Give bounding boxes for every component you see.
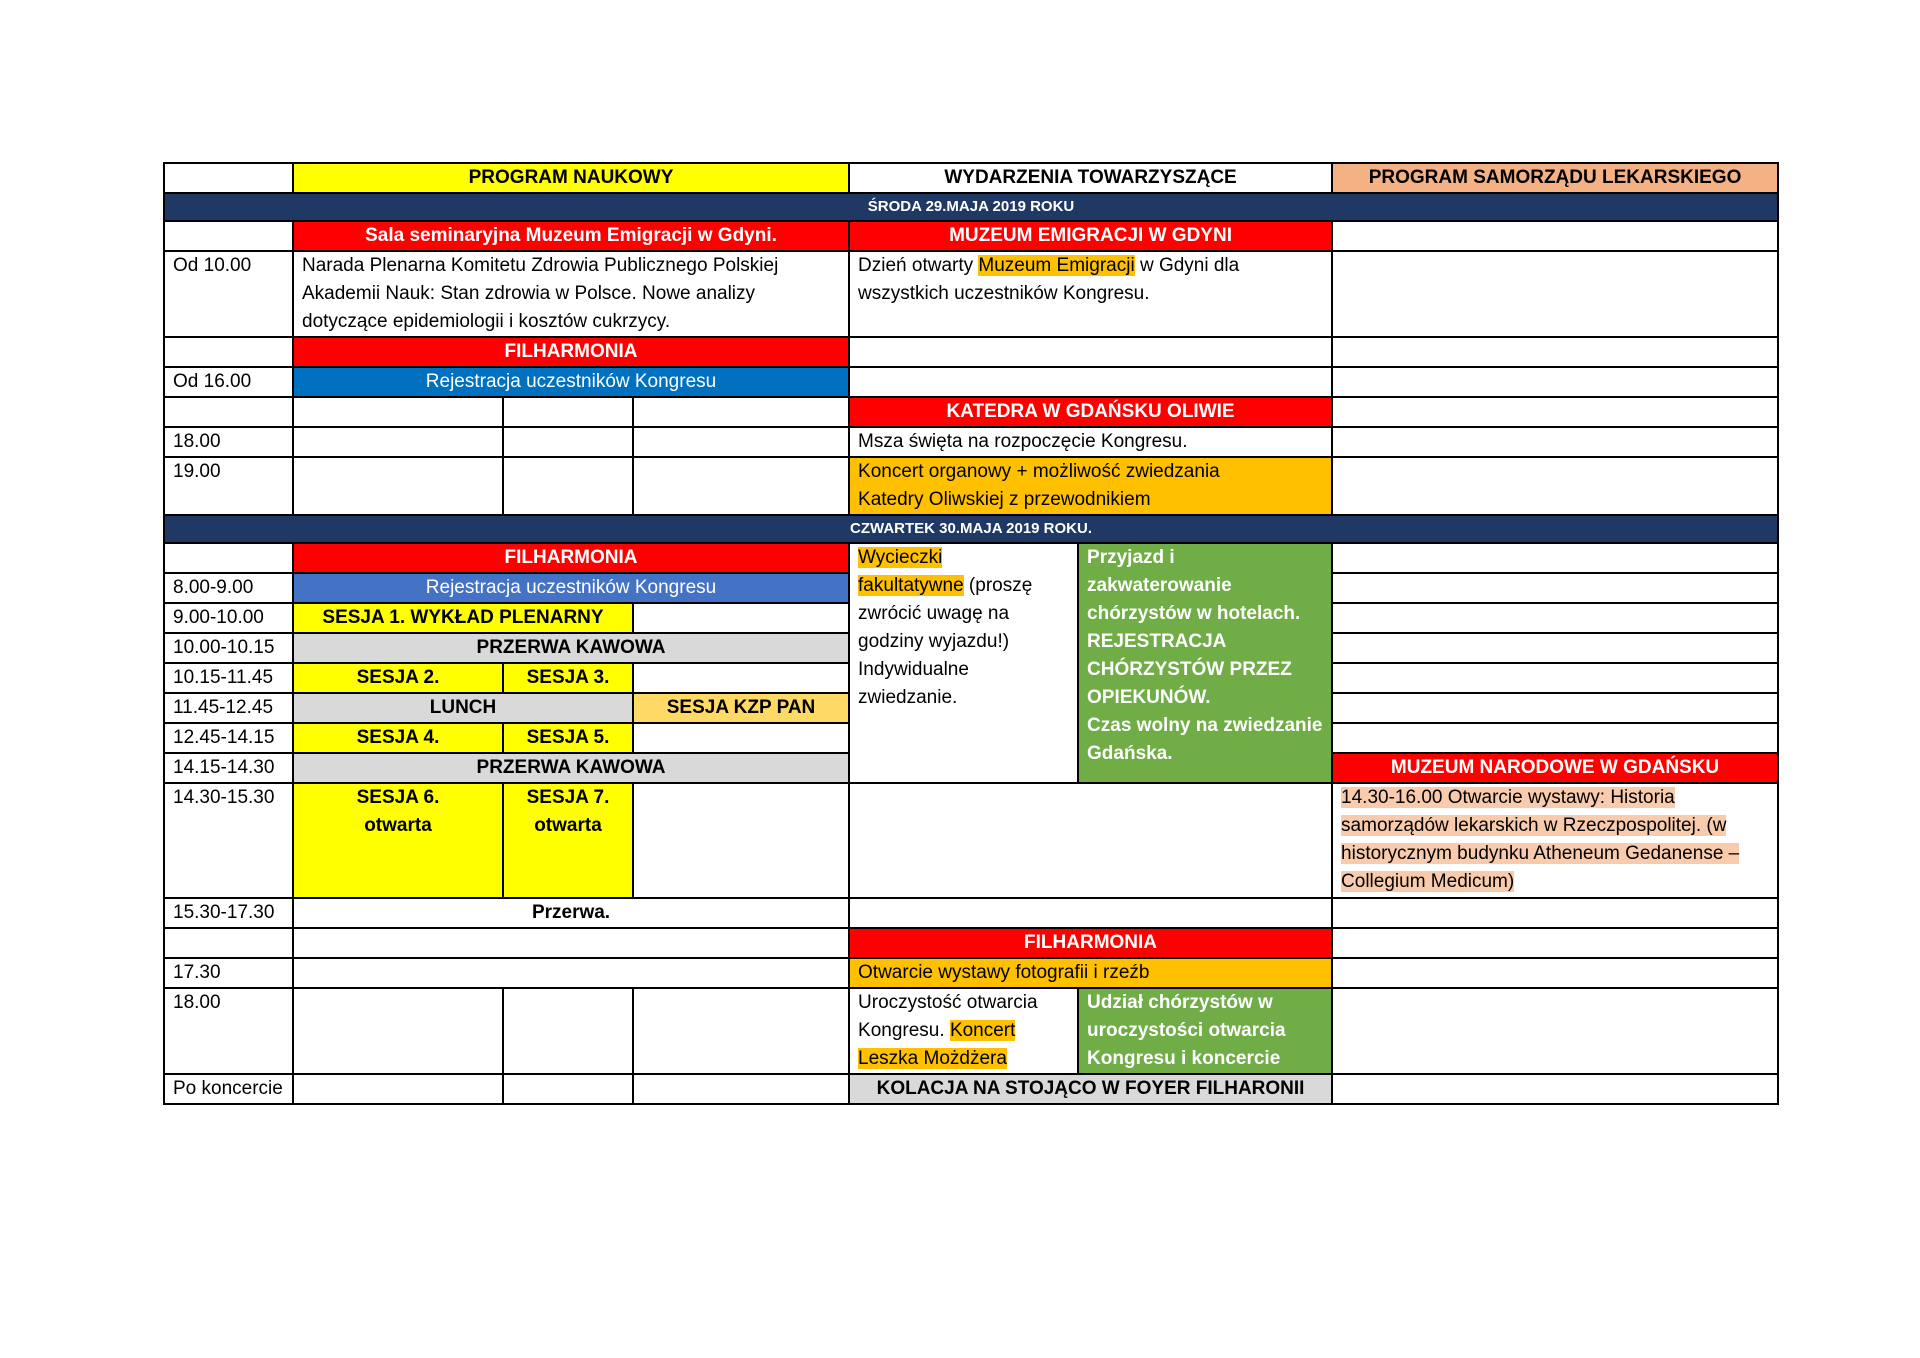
empty-cell: [633, 783, 849, 898]
sesja-2: SESJA 2.: [293, 663, 503, 693]
time-cell: [164, 337, 293, 367]
time-10-1015: 10.00-10.15: [164, 633, 293, 663]
event-koncert-organowy: Koncert organowy + możliwość zwiedzania Katedry Oliwskiej z przewodnikiem: [849, 457, 1332, 515]
sesja-5: SESJA 5.: [503, 723, 633, 753]
time-1015-1145: 10.15-11.45: [164, 663, 293, 693]
day-banner-wednesday: ŚRODA 29.MAJA 2019 ROKU: [164, 193, 1778, 221]
empty-cell: [849, 898, 1332, 928]
empty-cell: [1332, 663, 1778, 693]
sesja-6: SESJA 6. otwarta: [293, 783, 503, 898]
przerwa-kawowa-2: PRZERWA KAWOWA: [293, 753, 849, 783]
schedule-table: [163, 162, 1779, 1105]
venue-muzeum-emigracji: MUZEUM EMIGRACJI W GDYNI: [849, 221, 1332, 251]
time-cell: [164, 221, 293, 251]
event-narada-plenarna: Narada Plenarna Komitetu Zdrowia Publicznego Polskiej Akademii Nauk: Stan zdrowia w Polsce. Nowe analizy dotyczące epidemiologii i kosztów cukrzycy.: [293, 251, 849, 337]
muzeum-emigracji-highlight: Muzeum Emigracji: [978, 255, 1135, 276]
header-wydarzenia: WYDARZENIA TOWARZYSZĄCE: [849, 163, 1332, 193]
empty-cell: [633, 603, 849, 633]
empty-cell: [1332, 427, 1778, 457]
empty-cell: [849, 783, 1332, 898]
empty-cell: [633, 457, 849, 515]
time-18: 18.00: [164, 427, 293, 457]
uroczystosc-text: Uroczystość otwarcia Kongresu.: [858, 992, 1038, 1041]
empty-cell: [293, 397, 503, 427]
time-1145-1245: 11.45-12.45: [164, 693, 293, 723]
empty-cell: [1332, 693, 1778, 723]
event-przyjazd-chorzystow: Przyjazd i zakwaterowanie chórzystów w hotelach. REJESTRACJA CHÓRZYSTÓW PRZEZ OPIEKUNÓW. Czas wolny na zwiedzanie Gdańska.: [1078, 543, 1332, 783]
empty-cell: [1332, 221, 1778, 251]
time-1415-1430: 14.15-14.30: [164, 753, 293, 783]
venue-filharmonia-2: FILHARMONIA: [293, 543, 849, 573]
otwarcie-wystawy-highlight: 14.30-16.00 Otwarcie wystawy: Historia samorządów lekarskich w Rzeczpospolitej. (w historycznym budynku Atheneum Gedanense – Collegium Medicum): [1341, 787, 1740, 892]
time-od-16: Od 16.00: [164, 367, 293, 397]
empty-cell: [1332, 1074, 1778, 1104]
empty-cell: [293, 457, 503, 515]
time-19: 19.00: [164, 457, 293, 515]
venue-katedra: KATEDRA W GDAŃSKU OLIWIE: [849, 397, 1332, 427]
empty-cell: [633, 1074, 849, 1104]
empty-cell: [503, 397, 633, 427]
empty-cell: [503, 457, 633, 515]
header-program-naukowy: PROGRAM NAUKOWY: [293, 163, 849, 193]
wycieczki-text: (proszę zwrócić uwagę na godziny wyjazdu!) Indywidualne zwiedzanie.: [858, 575, 1033, 708]
venue-filharmonia: FILHARMONIA: [293, 337, 849, 367]
empty-cell: [1332, 457, 1778, 515]
event-udzial-chorzystow: Udział chórzystów w uroczystości otwarcia Kongresu i koncercie: [1078, 988, 1332, 1074]
header-time-cell: [164, 163, 293, 193]
time-1430-1530: 14.30-15.30: [164, 783, 293, 898]
empty-cell: [1332, 633, 1778, 663]
empty-cell: [293, 988, 503, 1074]
empty-cell: [633, 663, 849, 693]
koncert-mozdzera-highlight: Koncert Leszka Możdżera: [858, 1020, 1016, 1069]
event-otwarcie-fotografii: Otwarcie wystawy fotografii i rzeźb: [849, 958, 1332, 988]
empty-cell: [1332, 958, 1778, 988]
empty-cell: [1332, 603, 1778, 633]
empty-cell: [1332, 251, 1778, 337]
empty-cell: [503, 427, 633, 457]
wycieczki-highlight: Wycieczki fakultatywne: [858, 547, 964, 596]
venue-sala-seminaryjna: Sala seminaryjna Muzeum Emigracji w Gdyni.: [293, 221, 849, 251]
time-po-koncercie: Po koncercie: [164, 1074, 293, 1104]
empty-cell: [1332, 928, 1778, 958]
event-wycieczki: [849, 543, 1078, 783]
empty-cell: [1332, 367, 1778, 397]
empty-cell: [1332, 988, 1778, 1074]
time-1800: 18.00: [164, 988, 293, 1074]
przerwa: Przerwa.: [293, 898, 849, 928]
empty-cell: [633, 427, 849, 457]
dzien-otwarty-text-b: w Gdyni dla wszystkich uczestników Kongresu.: [858, 255, 1240, 304]
empty-cell: [293, 1074, 503, 1104]
empty-cell: [293, 427, 503, 457]
empty-cell: [1332, 723, 1778, 753]
venue-muzeum-narodowe: MUZEUM NARODOWE W GDAŃSKU: [1332, 753, 1778, 783]
empty-cell: [849, 337, 1332, 367]
empty-cell: [1332, 573, 1778, 603]
time-1730: 17.30: [164, 958, 293, 988]
time-cell: [164, 397, 293, 427]
przerwa-kawowa-1: PRZERWA KAWOWA: [293, 633, 849, 663]
empty-cell: [1332, 898, 1778, 928]
event-rejestracja-2: Rejestracja uczestników Kongresu: [293, 573, 849, 603]
event-otwarcie-wystawy-historia: [1332, 783, 1778, 898]
sesja-3: SESJA 3.: [503, 663, 633, 693]
empty-cell: [633, 988, 849, 1074]
time-1530-1730: 15.30-17.30: [164, 898, 293, 928]
time-cell: [164, 928, 293, 958]
venue-filharmonia-3: FILHARMONIA: [849, 928, 1332, 958]
sesja-1: SESJA 1. WYKŁAD PLENARNY: [293, 603, 633, 633]
empty-cell: [1332, 543, 1778, 573]
time-1245-1415: 12.45-14.15: [164, 723, 293, 753]
empty-cell: [503, 988, 633, 1074]
time-9-10: 9.00-10.00: [164, 603, 293, 633]
lunch: LUNCH: [293, 693, 633, 723]
event-dzien-otwarty: [849, 251, 1332, 337]
empty-cell: [1332, 337, 1778, 367]
sesja-4: SESJA 4.: [293, 723, 503, 753]
time-od-10: Od 10.00: [164, 251, 293, 337]
empty-cell: [503, 1074, 633, 1104]
empty-cell: [633, 397, 849, 427]
event-uroczystosc-otwarcia: [849, 988, 1078, 1074]
sesja-7: SESJA 7. otwarta: [503, 783, 633, 898]
event-kolacja: KOLACJA NA STOJĄCO W FOYER FILHARONII: [849, 1074, 1332, 1104]
time-8-9: 8.00-9.00: [164, 573, 293, 603]
event-rejestracja: Rejestracja uczestników Kongresu: [293, 367, 849, 397]
day-banner-thursday: CZWARTEK 30.MAJA 2019 ROKU.: [164, 515, 1778, 543]
dzien-otwarty-text-a: Dzień otwarty: [858, 255, 979, 276]
header-samorzad: PROGRAM SAMORZĄDU LEKARSKIEGO: [1332, 163, 1778, 193]
event-msza: Msza święta na rozpoczęcie Kongresu.: [849, 427, 1332, 457]
empty-cell: [1332, 397, 1778, 427]
empty-cell: [293, 958, 849, 988]
sesja-kzp-pan: SESJA KZP PAN: [633, 693, 849, 723]
time-cell: [164, 543, 293, 573]
empty-cell: [293, 928, 849, 958]
empty-cell: [849, 367, 1332, 397]
empty-cell: [633, 723, 849, 753]
